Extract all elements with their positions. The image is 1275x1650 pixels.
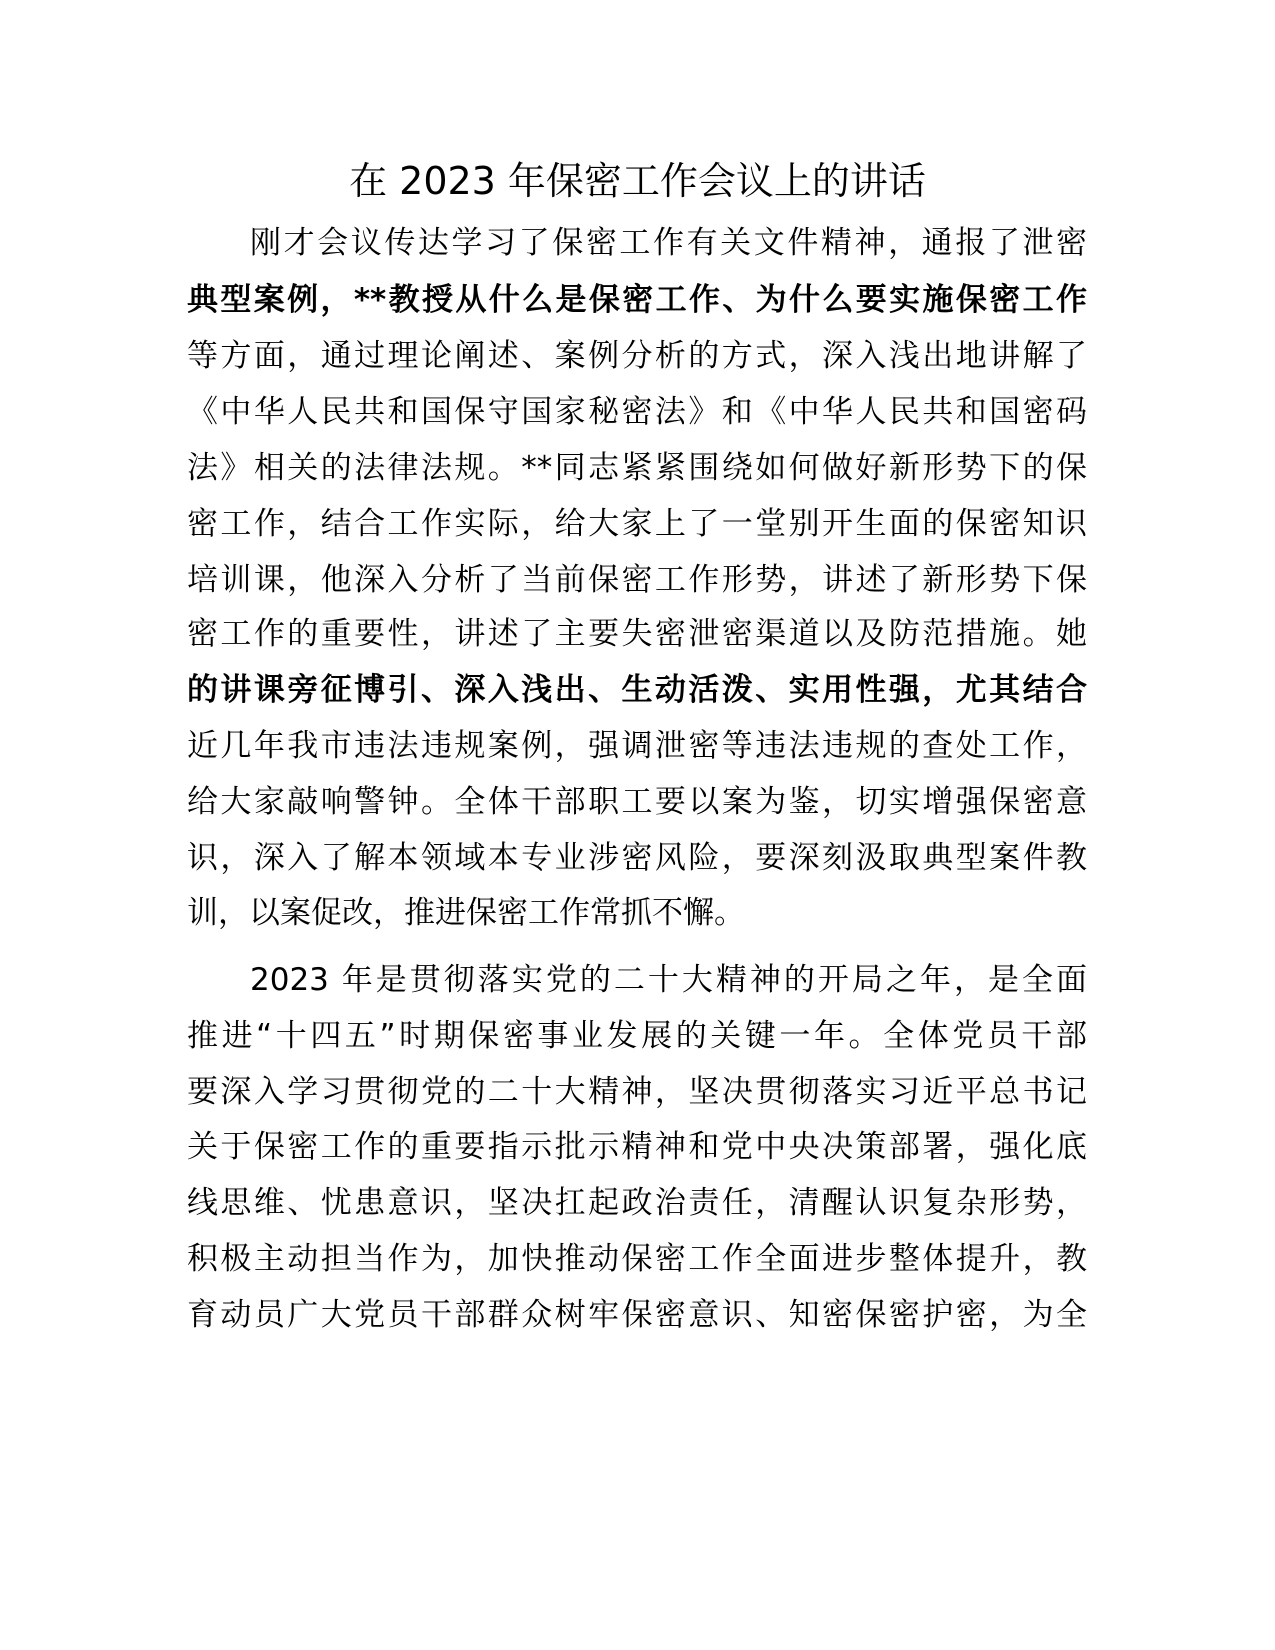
paragraph-1-line-11: 给大家敲响警钟。全体干部职工要以案为鉴，切实增强保密意	[187, 784, 1087, 820]
paragraph-1-line-6: 密工作，结合工作实际，给大家上了一堂别开生面的保密知识	[187, 506, 1087, 542]
paragraph-1-line-4: 《中华人民共和国保守国家秘密法》和《中华人民共和国密码	[187, 394, 1087, 430]
paragraph-1-line-13: 训，以案促改，推进保密工作常抓不懈。	[187, 895, 745, 931]
paragraph-2-line-3: 要深入学习贯彻党的二十大精神，坚决贯彻落实习近平总书记	[187, 1074, 1087, 1110]
paragraph-1-line-2: 典型案例，**教授从什么是保密工作、为什么要实施保密工作	[187, 282, 1087, 318]
paragraph-2-line-6: 积极主动担当作为，加快推动保密工作全面进步整体提升，教	[187, 1241, 1087, 1277]
paragraph-1-line-3: 等方面，通过理论阐述、案例分析的方式，深入浅出地讲解了	[187, 338, 1087, 374]
paragraph-2-line-7: 育动员广大党员干部群众树牢保密意识、知密保密护密，为全	[187, 1297, 1087, 1333]
document-title: 在 2023 年保密工作会议上的讲话	[349, 159, 926, 203]
paragraph-1-line-10: 近几年我市违法违规案例，强调泄密等违法违规的查处工作，	[187, 728, 1087, 764]
paragraph-1-line-12: 识，深入了解本领域本专业涉密风险，要深刻汲取典型案件教	[187, 840, 1087, 876]
paragraph-2-line-5: 线思维、忧患意识，坚决扛起政治责任，清醒认识复杂形势，	[187, 1185, 1087, 1221]
paragraph-2-line-2: 推进“十四五”时期保密事业发展的关键一年。全体党员干部	[187, 1018, 1087, 1054]
paragraph-1-line-8: 密工作的重要性，讲述了主要失密泄密渠道以及防范措施。她	[187, 616, 1087, 652]
paragraph-1-line-7: 培训课，他深入分析了当前保密工作形势，讲述了新形势下保	[187, 562, 1087, 598]
paragraph-2-line-4: 关于保密工作的重要指示批示精神和党中央决策部署，强化底	[187, 1129, 1087, 1165]
paragraph-1-line-1: 刚才会议传达学习了保密工作有关文件精神，通报了泄密	[250, 225, 1087, 261]
paragraph-2-line-1: 2023 年是贯彻落实党的二十大精神的开局之年，是全面	[250, 962, 1087, 998]
paragraph-1-line-9: 的讲课旁征博引、深入浅出、生动活泼、实用性强，尤其结合	[187, 672, 1087, 708]
paragraph-1-line-5: 法》相关的法律法规。**同志紧紧围绕如何做好新形势下的保	[187, 450, 1087, 486]
